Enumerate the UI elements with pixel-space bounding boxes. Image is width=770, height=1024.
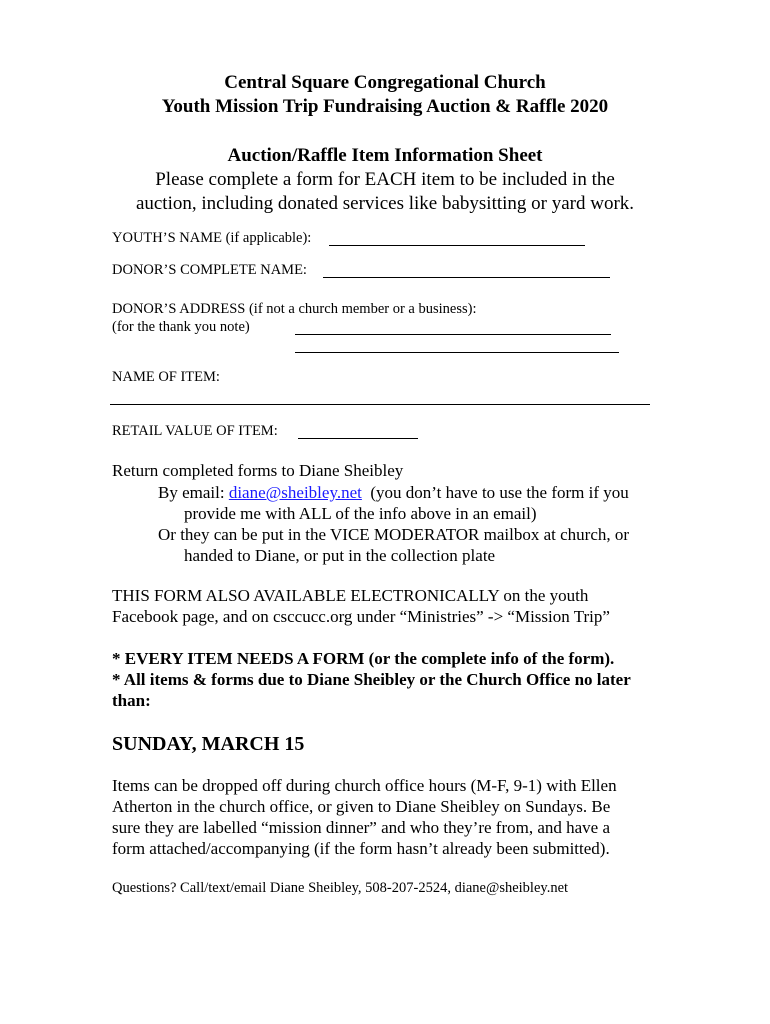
dropoff-line-2: Atherton in the church office, or given to Diane Sheibley on Sundays. Be — [112, 797, 611, 816]
alt-line-1: Or they can be put in the VICE MODERATOR mailbox at church, or — [158, 525, 630, 544]
note-line-1: * EVERY ITEM NEEDS A FORM (or the complete info of the form). — [112, 649, 615, 668]
email-cont-line: provide me with ALL of the info above in an email) — [184, 504, 537, 523]
item-name-line[interactable] — [110, 404, 650, 405]
donor-name-line[interactable] — [323, 277, 610, 278]
retail-value-label: RETAIL VALUE OF ITEM: — [112, 423, 278, 439]
dropoff-line-3: sure they are labelled “mission dinner” and who they’re from, and have a — [112, 818, 611, 837]
email-line — [158, 483, 629, 503]
note-line-2: * All items & forms due to Diane Sheibley or the Church Office no later — [112, 670, 631, 689]
donor-address-note: (for the thank you note) — [112, 319, 250, 335]
alt-line-2: handed to Diane, or put in the collection plate — [184, 546, 496, 565]
email-link[interactable]: diane@sheibley.net — [228, 483, 362, 502]
youth-name-label: YOUTH’S NAME (if applicable): — [112, 230, 312, 246]
donor-name-label: DONOR’S COMPLETE NAME: — [112, 262, 307, 278]
item-name-label: NAME OF ITEM: — [112, 369, 220, 385]
contact-line: Questions? Call/text/email Diane Sheibley, 508-207-2524, diane@sheibley.net — [112, 880, 569, 896]
electronic-line-1: THIS FORM ALSO AVAILABLE ELECTRONICALLY on the youth — [112, 586, 589, 605]
donor-address-label: DONOR’S ADDRESS (if not a church member or a business): — [112, 301, 477, 317]
return-line: Return completed forms to Diane Sheibley — [112, 461, 404, 480]
sheet-title: Auction/Raffle Item Information Sheet — [227, 145, 543, 166]
donor-address-line-1[interactable] — [295, 334, 611, 335]
youth-name-line[interactable] — [329, 245, 585, 246]
retail-value-line[interactable] — [298, 438, 418, 439]
email-prefix: By email: — [158, 483, 229, 502]
deadline: SUNDAY, MARCH 15 — [112, 733, 305, 755]
intro-line-2: auction, including donated services like babysitting or yard work. — [135, 193, 635, 214]
note-line-3: than: — [112, 691, 151, 710]
church-title: Central Square Congregational Church — [224, 72, 546, 93]
donor-address-line-2[interactable] — [295, 352, 619, 353]
intro-line-1: Please complete a form for EACH item to be included in the — [155, 169, 615, 190]
dropoff-line-4: form attached/accompanying (if the form hasn’t already been submitted). — [112, 839, 610, 858]
email-suffix: (you don’t have to use the form if you — [361, 483, 629, 502]
electronic-line-2: Facebook page, and on csccucc.org under “Ministries” -> “Mission Trip” — [112, 607, 610, 626]
event-title: Youth Mission Trip Fundraising Auction & Raffle 2020 — [161, 96, 609, 117]
dropoff-line-1: Items can be dropped off during church office hours (M-F, 9-1) with Ellen — [112, 776, 617, 795]
